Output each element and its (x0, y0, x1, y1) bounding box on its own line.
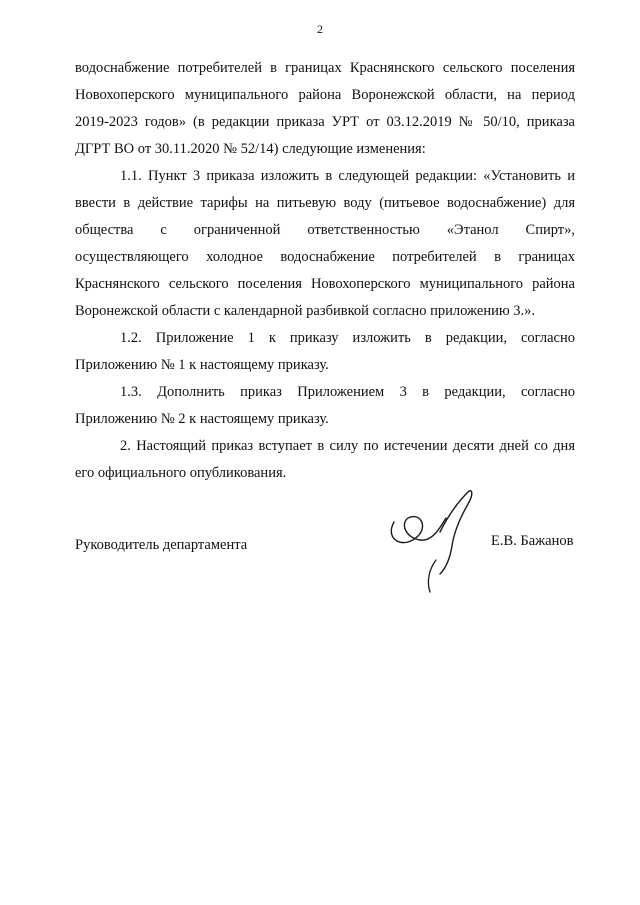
paragraph-1-1 (75, 163, 575, 325)
page-number: 2 (317, 22, 323, 36)
text-line: его официального опубликования. (75, 465, 287, 481)
text-line: водоснабжение потребителей в границах Краснянского сельского поселения (75, 60, 575, 76)
document-body (75, 55, 575, 487)
text-line: Воронежской области с календарной разбивкой согласно приложению 3.». (75, 303, 536, 319)
text-line: Краснянского сельского поселения Новохоперского муниципального района (75, 276, 575, 292)
handwritten-signature-icon (380, 488, 485, 598)
text-line: ввести в действие тарифы на питьевую воду (питьевое водоснабжение) для (75, 195, 575, 211)
paragraph-1-3 (75, 379, 575, 433)
text-line: 1.2. Приложение 1 к приказу изложить в редакции, согласно (120, 330, 575, 346)
text-line: ДГРТ ВО от 30.11.2020 № 52/14) следующие изменения: (75, 141, 426, 157)
text-line: 2. Настоящий приказ вступает в силу по истечении десяти дней со дня (120, 438, 575, 454)
paragraph-2 (75, 433, 575, 487)
paragraph-intro-continuation (75, 55, 575, 163)
signatory-role: Руководитель департамента (75, 537, 248, 553)
text-line: общества с ограниченной ответственностью «Этанол Спирт», (75, 222, 575, 238)
text-line: осуществляющего холодное водоснабжение потребителей в границах (75, 249, 575, 265)
text-line: Новохоперского муниципального района Воронежской области, на период (75, 87, 575, 103)
text-line: 2019-2023 годов» (в редакции приказа УРТ от 03.12.2019 № 50/10, приказа (75, 114, 575, 130)
text-line: 1.3. Дополнить приказ Приложением 3 в редакции, согласно (120, 384, 575, 400)
signatory-name: Е.В. Бажанов (491, 533, 574, 549)
text-line: Приложению № 2 к настоящему приказу. (75, 411, 329, 427)
paragraph-1-2 (75, 325, 575, 379)
text-line: Приложению № 1 к настоящему приказу. (75, 357, 329, 373)
text-line: 1.1. Пункт 3 приказа изложить в следующей редакции: «Установить и (120, 168, 575, 184)
